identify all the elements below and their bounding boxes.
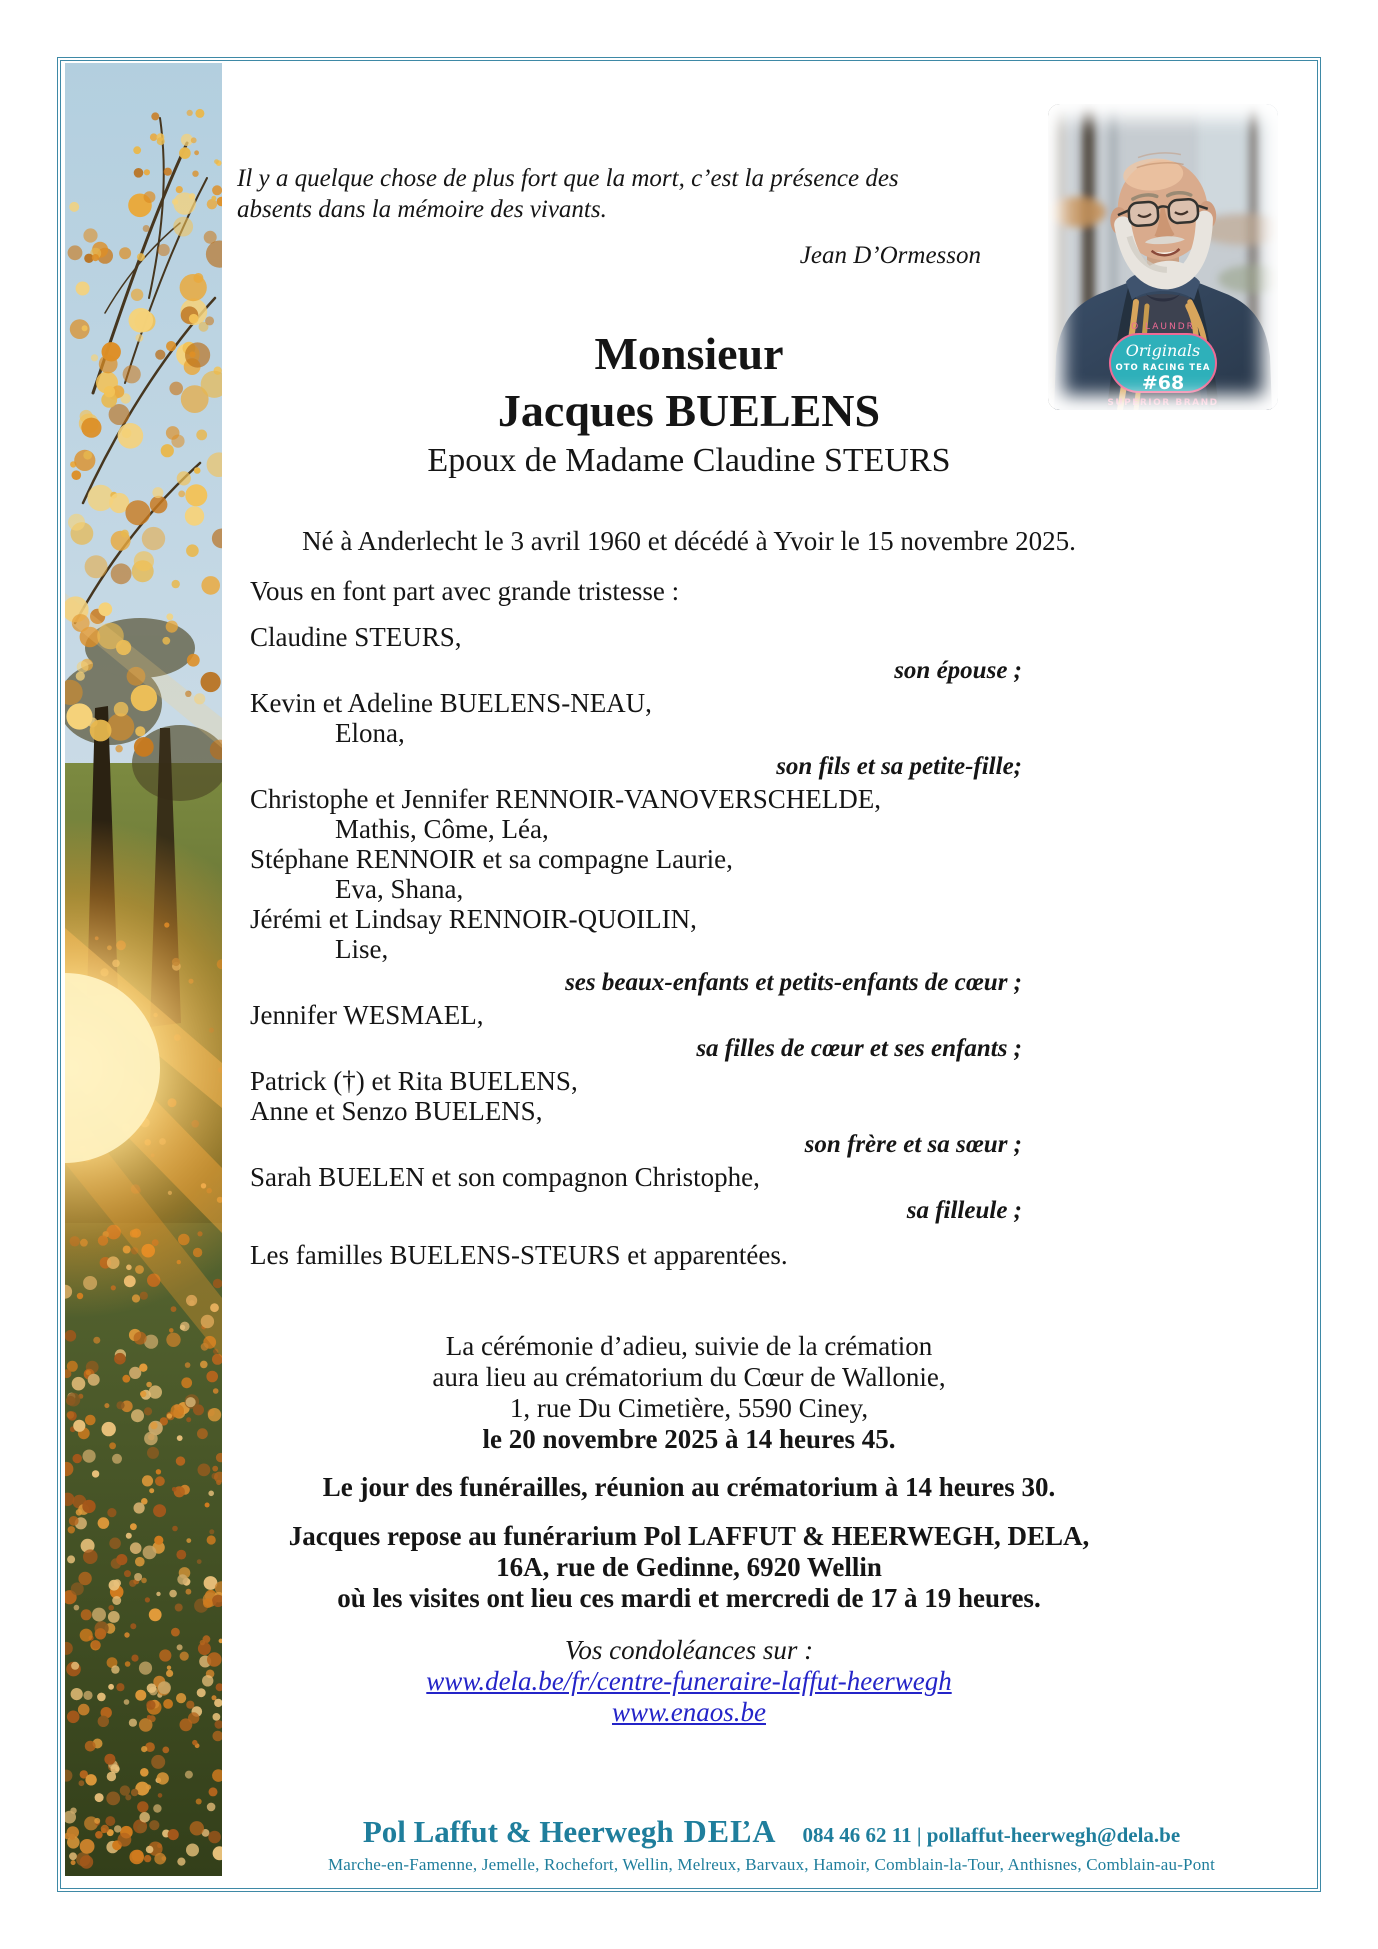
tee-text-line1: OTO RACING TEA xyxy=(1115,363,1211,373)
dela-brand-logo: DEĽA xyxy=(683,1813,777,1849)
reunion-line: Le jour des funérailles, réunion au crématorium à 14 heures 30. xyxy=(322,1472,1056,1502)
tee-text-script: Originals xyxy=(1125,341,1201,360)
footer-locations: Marche-en-Famenne, Jemelle, Rochefort, Wellin, Melreux, Barvaux, Hamoir, Comblain-la-Tour, Anthisnes, Comblain-au-Pont xyxy=(327,1855,1216,1874)
title-block xyxy=(58,326,1320,482)
announcement-intro: Vous en font part avec grande tristesse : xyxy=(250,576,680,606)
family-member-line: Elona, xyxy=(335,718,405,748)
quote-line-2: absents dans la mémoire des vivants. xyxy=(237,196,607,223)
family-member-line: Patrick (†) et Rita BUELENS, xyxy=(250,1066,578,1096)
relation-label: son frère et sa sœur ; xyxy=(804,1131,1022,1158)
ceremony-line: aura lieu au crématorium du Cœur de Wallonie, xyxy=(432,1362,946,1392)
spouse-subtitle: Epoux de Madame Claudine STEURS xyxy=(427,442,951,479)
families-closing-line: Les familles BUELENS-STEURS et apparentées. xyxy=(250,1240,788,1270)
ceremony-address: 1, rue Du Cimetière, 5590 Ciney, xyxy=(509,1393,869,1423)
tee-text-line2: SUPERIOR BRAND xyxy=(1107,398,1219,408)
tee-text-top: O LAUNDR xyxy=(1131,322,1195,332)
family-member-line: Sarah BUELEN et son compagnon Christophe, xyxy=(250,1162,760,1192)
ceremony-line: La cérémonie d’adieu, suivie de la crémation xyxy=(445,1331,933,1361)
relation-label: son épouse ; xyxy=(894,657,1022,684)
family-member-line: Christophe et Jennifer RENNOIR-VANOVERSCHELDE, xyxy=(250,784,881,814)
condolences-link-dela[interactable]: www.dela.be/fr/centre-funeraire-laffut-heerwegh xyxy=(426,1666,952,1696)
condolences-link-enaos[interactable]: www.enaos.be xyxy=(612,1697,766,1727)
footer-contact: 084 46 62 11 | pollaffut-heerwegh@dela.be xyxy=(802,1823,1181,1847)
footer-identity-line xyxy=(222,1813,1321,1850)
funeral-home-name: Pol Laffut & Heerwegh xyxy=(362,1814,674,1849)
birth-death-line: Né à Anderlecht le 3 avril 1960 et décédé à Yvoir le 15 novembre 2025. xyxy=(302,526,1076,556)
family-announcement xyxy=(250,576,1022,1270)
ceremony-datetime: le 20 novembre 2025 à 14 heures 45. xyxy=(482,1424,896,1454)
deceased-name: Jacques BUELENS xyxy=(497,385,881,436)
quote-attribution: Jean D’Ormesson xyxy=(799,242,981,269)
repose-address: 16A, rue de Gedinne, 6920 Wellin xyxy=(496,1552,882,1582)
condolences-label: Vos condoléances sur : xyxy=(564,1635,814,1665)
repose-line-1: Jacques repose au funérarium Pol LAFFUT & HEERWEGH, DELA, xyxy=(288,1521,1090,1551)
ceremony-details xyxy=(58,1331,1320,1728)
family-member-line: Mathis, Côme, Léa, xyxy=(335,814,549,844)
title-salutation: Monsieur xyxy=(594,328,784,379)
family-member-line: Stéphane RENNOIR et sa compagne Laurie, xyxy=(250,844,733,874)
relation-label: sa filleule ; xyxy=(906,1197,1022,1224)
tee-text-number: #68 xyxy=(1141,372,1185,394)
family-member-line: Jennifer WESMAEL, xyxy=(250,1000,484,1030)
visits-line: où les visites ont lieu ces mardi et mercredi de 17 à 19 heures. xyxy=(337,1583,1041,1613)
quote-line-1: Il y a quelque chose de plus fort que la mort, c’est la présence des xyxy=(237,165,899,192)
relation-label: ses beaux-enfants et petits-enfants de cœur ; xyxy=(565,969,1022,996)
relation-label: son fils et sa petite-fille; xyxy=(776,753,1022,780)
family-member-line: Claudine STEURS, xyxy=(250,622,462,652)
family-member-line: Lise, xyxy=(335,934,389,964)
family-member-line: Kevin et Adeline BUELENS-NEAU, xyxy=(250,688,652,718)
family-member-line: Anne et Senzo BUELENS, xyxy=(250,1096,543,1126)
relation-label: sa filles de cœur et ses enfants ; xyxy=(696,1035,1022,1062)
footer xyxy=(222,1813,1321,1875)
opening-quote xyxy=(237,163,985,271)
family-member-line: Eva, Shana, xyxy=(335,874,464,904)
family-member-line: Jérémi et Lindsay RENNOIR-QUOILIN, xyxy=(250,904,697,934)
